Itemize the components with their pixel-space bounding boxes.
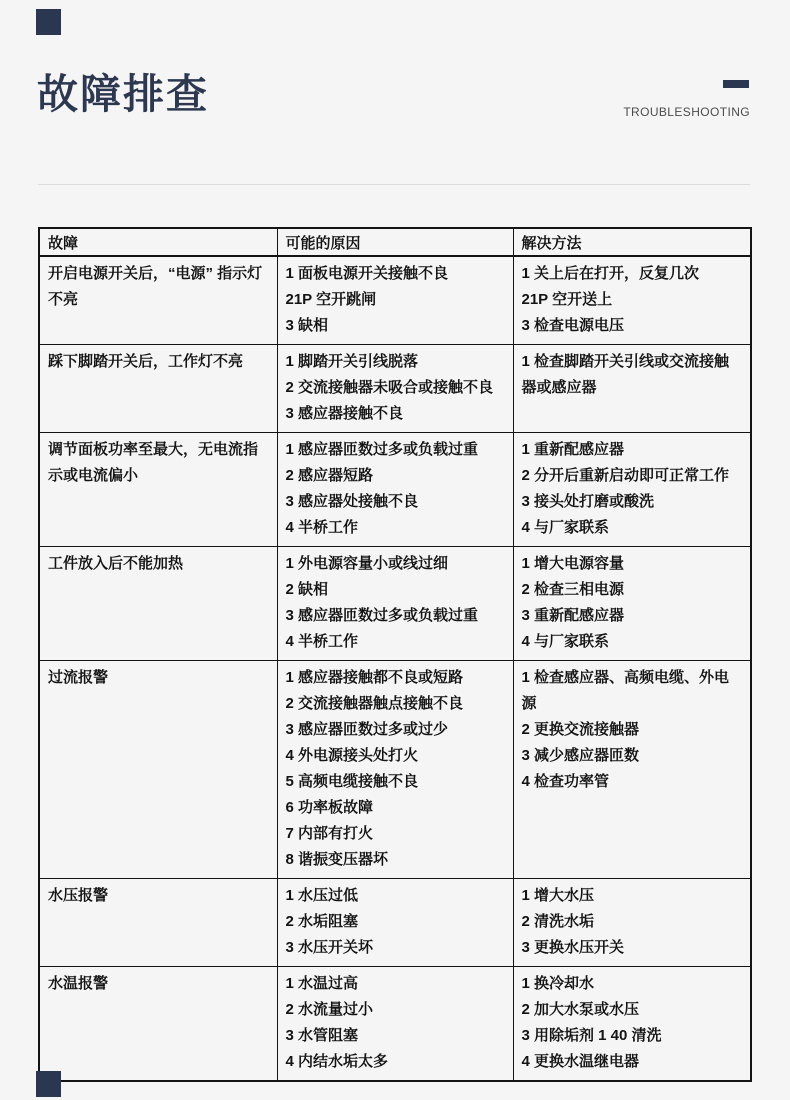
- cause-item: 3 感应器接触不良: [285, 405, 404, 422]
- column-header-causes: 可能的原因: [277, 228, 513, 256]
- causes-cell: [277, 547, 513, 661]
- fault-text: 水压报警: [48, 887, 109, 904]
- solution-item: 4 检查功率管: [521, 773, 610, 790]
- cause-item: 1 水压过低: [285, 887, 359, 904]
- corner-square-icon: [36, 1071, 61, 1097]
- table-row: [39, 967, 751, 1082]
- solution-item: 2 分开后重新启动即可正常工作: [521, 467, 730, 484]
- solution-item: 4 与厂家联系: [521, 633, 610, 650]
- cause-item: 7 内部有打火: [285, 825, 374, 842]
- cause-item: 4 内结水垢太多: [285, 1053, 389, 1070]
- cause-item: 3 水管阻塞: [285, 1027, 359, 1044]
- cause-item: 2 交流接触器未吸合或接触不良: [285, 379, 494, 396]
- solution-item: 4 与厂家联系: [521, 519, 610, 536]
- cause-item: 3 水压开关坏: [285, 939, 374, 956]
- causes-cell: [277, 256, 513, 345]
- section-divider: [38, 184, 750, 185]
- solution-item: 21P 空开送上: [521, 291, 613, 308]
- causes-cell: [277, 967, 513, 1082]
- solutions-cell: [513, 547, 751, 661]
- cause-item: 1 面板电源开关接触不良: [285, 265, 449, 282]
- cause-item: 3 缺相: [285, 317, 329, 334]
- solutions-cell: [513, 661, 751, 879]
- fault-text: 过流报警: [48, 669, 109, 686]
- fault-cell: [39, 879, 277, 967]
- solution-item: 2 加大水泵或水压: [521, 1001, 640, 1018]
- solutions-cell: [513, 345, 751, 433]
- cause-item: 5 高频电缆接触不良: [285, 773, 419, 790]
- solution-item: 3 减少感应器匝数: [521, 747, 640, 764]
- cause-item: 1 脚踏开关引线脱落: [285, 353, 419, 370]
- solution-item: 1 增大电源容量: [521, 555, 625, 572]
- causes-cell: [277, 345, 513, 433]
- fault-cell: [39, 547, 277, 661]
- table-row: [39, 345, 751, 433]
- solution-item: 1 检查感应器、高频电缆、外电源: [521, 669, 730, 712]
- troubleshooting-table: [38, 227, 752, 1082]
- solution-item: 1 重新配感应器: [521, 441, 625, 458]
- solution-item: 1 增大水压: [521, 887, 595, 904]
- cause-item: 3 感应器处接触不良: [285, 493, 419, 510]
- solutions-cell: [513, 879, 751, 967]
- cause-item: 21P 空开跳闸: [285, 291, 377, 308]
- cause-item: 2 水垢阻塞: [285, 913, 359, 930]
- fault-text: 调节面板功率至最大，无电流指示或电流偏小: [48, 441, 259, 484]
- cause-item: 2 交流接触器触点接触不良: [285, 695, 464, 712]
- cause-item: 2 水流量过小: [285, 1001, 374, 1018]
- solution-item: 4 更换水温继电器: [521, 1053, 640, 1070]
- solution-item: 3 用除垢剂 1 40 清洗: [521, 1027, 662, 1044]
- solution-item: 1 换冷却水: [521, 975, 595, 992]
- cause-item: 2 缺相: [285, 581, 329, 598]
- cause-item: 2 感应器短路: [285, 467, 374, 484]
- header-row: [39, 228, 751, 256]
- fault-text: 开启电源开关后，“电源” 指示灯不亮: [48, 265, 263, 308]
- solutions-cell: [513, 256, 751, 345]
- fault-cell: [39, 345, 277, 433]
- fault-text: 工件放入后不能加热: [48, 555, 184, 572]
- table-row: [39, 879, 751, 967]
- solution-item: 3 更换水压开关: [521, 939, 625, 956]
- fault-cell: [39, 256, 277, 345]
- solution-item: 3 检查电源电压: [521, 317, 625, 334]
- table-row: [39, 256, 751, 345]
- cause-item: 3 感应器匝数过多或过少: [285, 721, 449, 738]
- causes-cell: [277, 433, 513, 547]
- column-header-solutions: 解决方法: [513, 228, 751, 256]
- table-row: [39, 547, 751, 661]
- fault-cell: [39, 967, 277, 1082]
- column-header-fault: 故障: [39, 228, 277, 256]
- causes-cell: [277, 661, 513, 879]
- cause-item: 6 功率板故障: [285, 799, 374, 816]
- solution-item: 2 更换交流接触器: [521, 721, 640, 738]
- cause-item: 8 谐振变压器坏: [285, 851, 389, 868]
- solutions-cell: [513, 433, 751, 547]
- solution-item: 2 清洗水垢: [521, 913, 595, 930]
- cause-item: 4 半桥工作: [285, 519, 359, 536]
- solution-item: 2 检查三相电源: [521, 581, 625, 598]
- corner-square-icon: [36, 9, 61, 35]
- dash-icon: [723, 80, 749, 88]
- fault-cell: [39, 433, 277, 547]
- table-row: [39, 433, 751, 547]
- page-title: 故障排查: [37, 71, 209, 117]
- fault-text: 水温报警: [48, 975, 109, 992]
- fault-text: 踩下脚踏开关后，工作灯不亮: [48, 353, 244, 370]
- solution-item: 1 检查脚踏开关引线或交流接触器或感应器: [521, 353, 730, 396]
- cause-item: 1 感应器匝数过多或负载过重: [285, 441, 479, 458]
- table-header: [39, 228, 751, 256]
- cause-item: 1 外电源容量小或线过细: [285, 555, 449, 572]
- solutions-cell: [513, 967, 751, 1082]
- cause-item: 1 感应器接触都不良或短路: [285, 669, 464, 686]
- cause-item: 3 感应器匝数过多或负载过重: [285, 607, 479, 624]
- causes-cell: [277, 879, 513, 967]
- solution-item: 3 重新配感应器: [521, 607, 625, 624]
- table-body: [39, 256, 751, 1081]
- page-subtitle: TROUBLESHOOTING: [623, 105, 750, 119]
- solution-item: 3 接头处打磨或酸洗: [521, 493, 655, 510]
- cause-item: 1 水温过高: [285, 975, 359, 992]
- solution-item: 1 关上后在打开，反复几次: [521, 265, 700, 282]
- fault-cell: [39, 661, 277, 879]
- table-row: [39, 661, 751, 879]
- cause-item: 4 外电源接头处打火: [285, 747, 419, 764]
- cause-item: 4 半桥工作: [285, 633, 359, 650]
